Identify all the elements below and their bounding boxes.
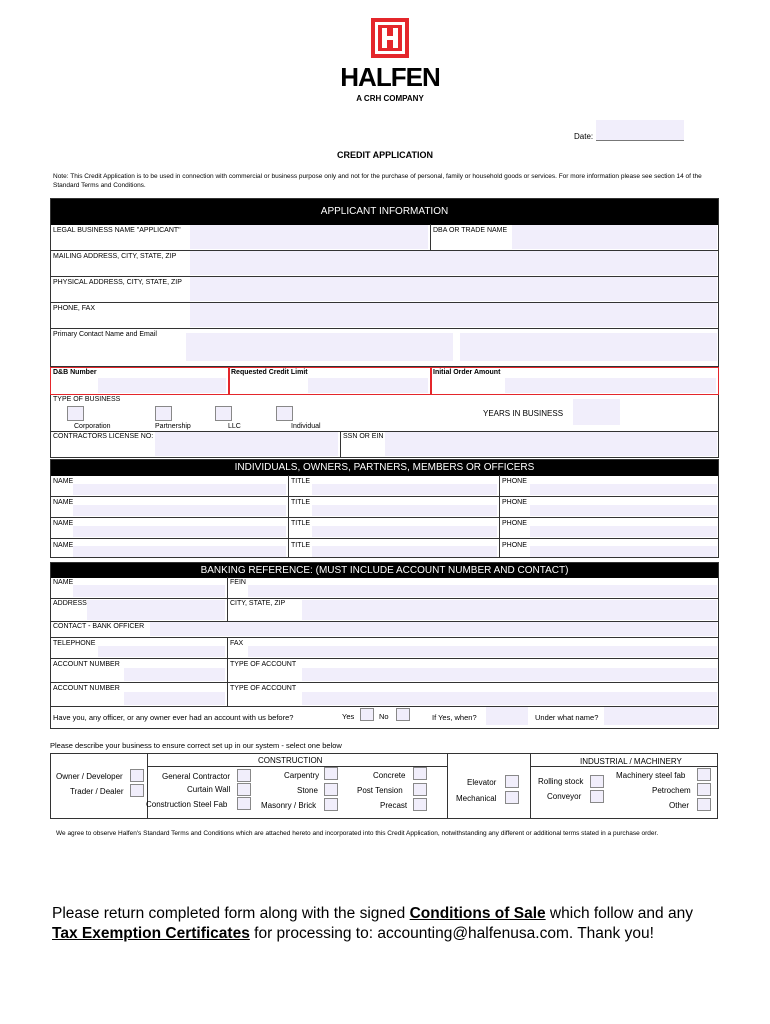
applicant-heading: APPLICANT INFORMATION <box>51 199 718 225</box>
post-tension-checkbox[interactable] <box>413 783 427 796</box>
form-note: Note: This Credit Application is to be used in connection with commercial or business purpose only and not for the purchase of personal, family or household goods or services. For more information please see section 14 of the Standard Terms and Conditions. <box>53 173 702 189</box>
corporation-checkbox[interactable] <box>67 406 84 421</box>
bank-address-field[interactable] <box>87 600 225 620</box>
machinery-steel-checkbox[interactable] <box>697 768 711 781</box>
type-corporation-label: Corporation <box>74 423 111 430</box>
return-instructions <box>52 904 722 944</box>
dba-field[interactable] <box>512 225 717 249</box>
account-number-field-1[interactable] <box>124 668 225 681</box>
construction-steel-checkbox[interactable] <box>237 797 251 810</box>
license-label: CONTRACTORS LICENSE NO: <box>53 433 154 440</box>
curtain-wall-checkbox[interactable] <box>237 783 251 796</box>
no-checkbox[interactable] <box>396 708 410 721</box>
mailing-field[interactable] <box>190 251 717 275</box>
llc-checkbox[interactable] <box>215 406 232 421</box>
mechanical-label: Mechanical <box>456 794 497 803</box>
under-name-field[interactable] <box>604 707 717 725</box>
ssn-label: SSN OR EIN <box>343 433 384 440</box>
machinery-steel-label: Machinery steel fab <box>616 771 686 780</box>
owner-name-label: NAME <box>53 499 74 506</box>
credit-limit-field[interactable] <box>308 378 428 393</box>
masonry-label: Masonry / Brick <box>261 801 317 810</box>
elevator-checkbox[interactable] <box>505 775 519 788</box>
when-label: If Yes, when? <box>432 713 477 722</box>
stone-checkbox[interactable] <box>324 783 338 796</box>
rolling-stock-label: Rolling stock <box>538 777 584 786</box>
contact-name-field[interactable] <box>186 333 453 361</box>
owner-phone-field[interactable] <box>530 526 717 537</box>
owner-title-label: TITLE <box>291 542 311 549</box>
account-number-label-2: ACCOUNT NUMBER <box>53 685 120 692</box>
agreement-text: We agree to observe Halfen's Standard Terms and Conditions which are attached hereto and incorporated into this Credit Application, notwithstanding any different or additional terms stated in a purchase order. <box>56 830 659 837</box>
years-field[interactable] <box>573 399 620 425</box>
owner-developer-label: Owner / Developer <box>56 772 123 781</box>
owner-title-label: TITLE <box>291 499 311 506</box>
account-type-field-1[interactable] <box>302 668 717 681</box>
owner-developer-checkbox[interactable] <box>130 769 144 782</box>
bank-city-field[interactable] <box>302 600 717 620</box>
years-label: YEARS IN BUSINESS <box>483 409 564 418</box>
owner-phone-label: PHONE <box>502 499 527 506</box>
form-title: CREDIT APPLICATION <box>337 150 433 160</box>
mechanical-checkbox[interactable] <box>505 791 519 804</box>
owner-phone-field[interactable] <box>530 484 717 495</box>
prior-account-question: Have you, any officer, or any owner ever had an account with us before? <box>53 713 294 722</box>
legal-name-label: LEGAL BUSINESS NAME "APPLICANT" <box>53 227 181 234</box>
bank-name-field[interactable] <box>73 585 225 597</box>
general-contractor-checkbox[interactable] <box>237 769 251 782</box>
halfen-logo-icon <box>371 18 409 58</box>
yes-checkbox[interactable] <box>360 708 374 721</box>
trader-dealer-checkbox[interactable] <box>130 784 144 797</box>
type-partnership-label: Partnership <box>155 423 191 430</box>
date-field[interactable] <box>596 120 684 141</box>
yes-label: Yes <box>342 712 355 721</box>
petrochem-checkbox[interactable] <box>697 783 711 796</box>
owner-name-label: NAME <box>53 520 74 527</box>
bank-contact-label: CONTACT - BANK OFFICER <box>53 623 145 630</box>
elevator-label: Elevator <box>467 778 497 787</box>
owner-title-label: TITLE <box>291 520 311 527</box>
bank-fax-field[interactable] <box>248 646 717 657</box>
individual-checkbox[interactable] <box>276 406 293 421</box>
bank-fax-label: FAX <box>230 640 244 647</box>
other-label: Other <box>669 801 690 810</box>
owner-name-field[interactable] <box>73 484 286 495</box>
physical-field[interactable] <box>190 277 717 301</box>
petrochem-label: Petrochem <box>652 786 691 795</box>
carpentry-label: Carpentry <box>284 771 320 780</box>
phone-fax-label: PHONE, FAX <box>53 305 96 312</box>
masonry-checkbox[interactable] <box>324 798 338 811</box>
credit-limit-label: Requested Credit Limit <box>231 369 308 376</box>
owner-phone-field[interactable] <box>530 505 717 516</box>
tax-exemption-certificates: Tax Exemption Certificates <box>52 925 250 942</box>
owner-name-field[interactable] <box>73 546 286 557</box>
contact-email-field[interactable] <box>460 333 717 361</box>
return-text-3: for processing to: accounting@halfenusa.com. Thank you! <box>249 925 654 942</box>
when-field[interactable] <box>486 707 528 725</box>
bank-address-label: ADDRESS <box>53 600 87 607</box>
stone-label: Stone <box>297 786 318 795</box>
owner-name-field[interactable] <box>73 505 286 516</box>
account-type-label-2: TYPE OF ACCOUNT <box>230 685 297 692</box>
bank-telephone-field[interactable] <box>98 646 225 657</box>
legal-name-field[interactable] <box>190 225 428 249</box>
banking-heading: BANKING REFERENCE: (MUST INCLUDE ACCOUNT NUMBER AND CONTACT) <box>51 563 718 578</box>
precast-checkbox[interactable] <box>413 798 427 811</box>
owner-phone-label: PHONE <box>502 520 527 527</box>
concrete-label: Concrete <box>373 771 406 780</box>
type-of-business-label: TYPE OF BUSINESS <box>53 396 121 403</box>
post-tension-label: Post Tension <box>357 786 403 795</box>
account-type-label-1: TYPE OF ACCOUNT <box>230 661 297 668</box>
conveyor-checkbox[interactable] <box>590 790 604 803</box>
owner-name-field[interactable] <box>73 526 286 537</box>
curtain-wall-label: Curtain Wall <box>187 785 231 794</box>
account-number-label-1: ACCOUNT NUMBER <box>53 661 120 668</box>
phone-fax-field[interactable] <box>190 303 717 327</box>
bank-fein-field[interactable] <box>248 585 717 597</box>
physical-label: PHYSICAL ADDRESS, CITY, STATE, ZIP <box>53 279 182 286</box>
owner-name-label: NAME <box>53 478 74 485</box>
bank-telephone-label: TELEPHONE <box>53 640 96 647</box>
business-prompt: Please describe your business to ensure correct set up in our system - select one below <box>50 741 342 750</box>
owner-title-field[interactable] <box>312 505 497 516</box>
under-name-label: Under what name? <box>535 713 599 722</box>
return-text-2: which follow and any <box>545 905 693 922</box>
ssn-field[interactable] <box>385 432 717 456</box>
partnership-checkbox[interactable] <box>155 406 172 421</box>
bank-fein-label: FEIN <box>230 579 246 586</box>
logo <box>330 18 450 108</box>
dba-label: DBA OR TRADE NAME <box>433 227 508 234</box>
mailing-label: MAILING ADDRESS, CITY, STATE, ZIP <box>53 253 177 260</box>
construction-steel-label: Construction Steel Fab <box>146 800 228 809</box>
other-checkbox[interactable] <box>697 798 711 811</box>
logo-tagline: A CRH COMPANY <box>356 94 424 103</box>
owner-phone-label: PHONE <box>502 478 527 485</box>
rolling-stock-checkbox[interactable] <box>590 775 604 788</box>
trader-dealer-label: Trader / Dealer <box>70 787 124 796</box>
owner-title-label: TITLE <box>291 478 311 485</box>
owner-phone-field[interactable] <box>530 546 717 557</box>
dnb-label: D&B Number <box>53 369 97 376</box>
owner-name-label: NAME <box>53 542 74 549</box>
dnb-field[interactable] <box>98 378 226 393</box>
no-label: No <box>379 712 389 721</box>
owner-title-field[interactable] <box>312 546 497 557</box>
owner-title-field[interactable] <box>312 526 497 537</box>
bank-contact-field[interactable] <box>150 622 717 636</box>
owners-heading: INDIVIDUALS, OWNERS, PARTNERS, MEMBERS OR OFFICERS <box>51 460 718 476</box>
carpentry-checkbox[interactable] <box>324 767 338 780</box>
owner-phone-label: PHONE <box>502 542 527 549</box>
bank-name-label: NAME <box>53 579 74 586</box>
conditions-of-sale: Conditions of Sale <box>409 905 546 922</box>
contact-label: Primary Contact Name and Email <box>53 331 157 338</box>
type-llc-label: LLC <box>228 423 241 430</box>
logo-brand: HALFEN <box>340 62 440 92</box>
conveyor-label: Conveyor <box>547 792 582 801</box>
concrete-checkbox[interactable] <box>413 767 427 780</box>
general-contractor-label: General Contractor <box>162 772 231 781</box>
return-text-1: Please return completed form along with the signed <box>52 905 410 922</box>
license-field[interactable] <box>155 432 338 456</box>
precast-label: Precast <box>380 801 408 810</box>
type-individual-label: Individual <box>291 423 321 430</box>
industrial-heading: INDUSTRIAL / MACHINERY <box>580 757 682 766</box>
bank-city-label: CITY, STATE, ZIP <box>230 600 286 607</box>
owner-title-field[interactable] <box>312 484 497 495</box>
account-number-field-2[interactable] <box>124 692 225 705</box>
construction-heading: CONSTRUCTION <box>258 756 323 765</box>
account-type-field-2[interactable] <box>302 692 717 705</box>
initial-order-label: Initial Order Amount <box>433 369 501 376</box>
date-label: Date: <box>574 132 594 141</box>
initial-order-field[interactable] <box>505 378 716 393</box>
